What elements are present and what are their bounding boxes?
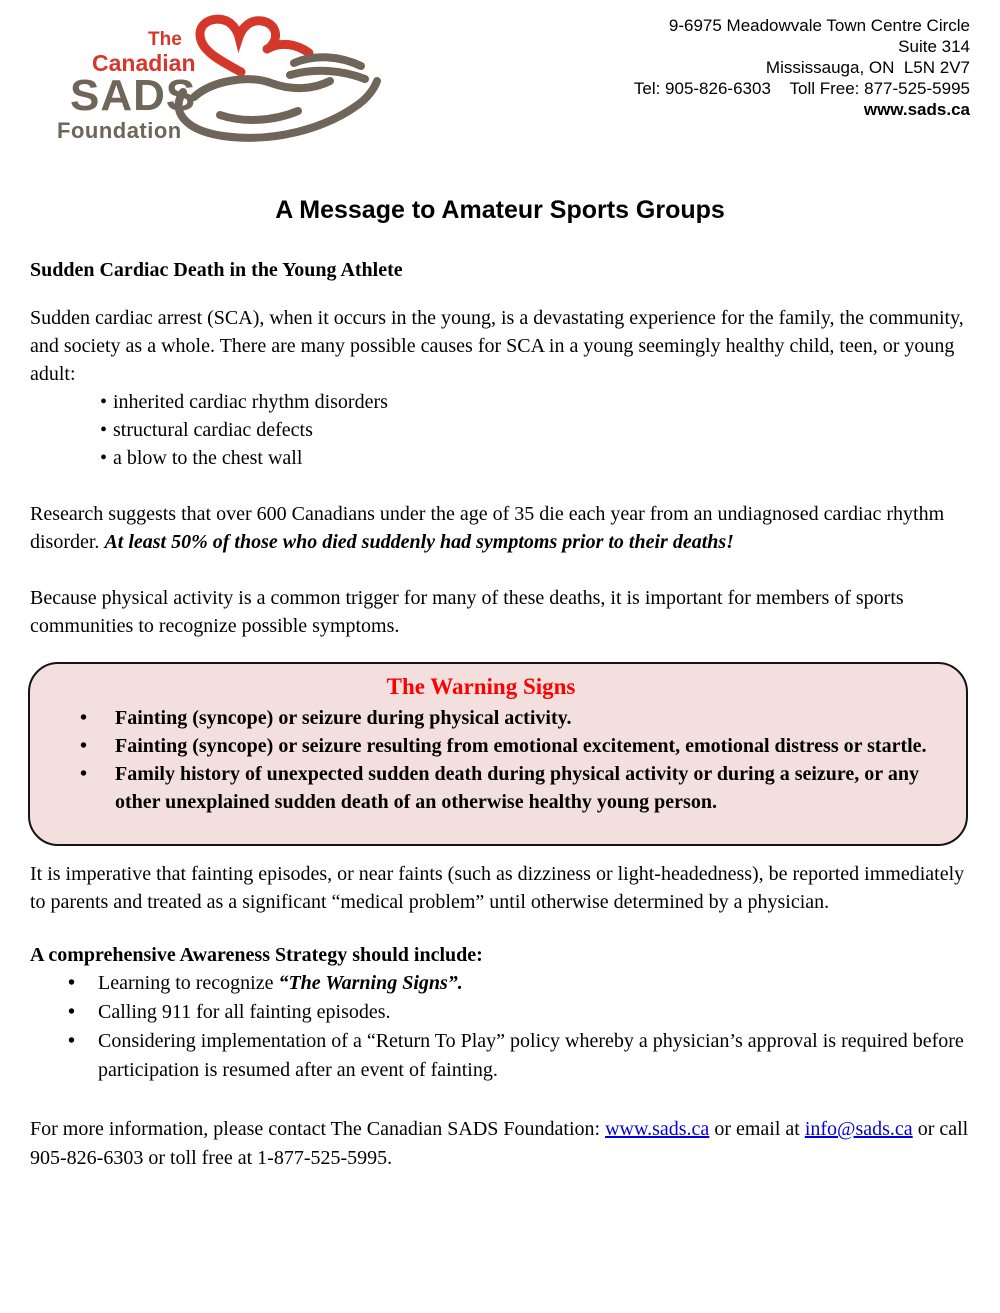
logo-text-canadian: Canadian (92, 50, 196, 76)
address-line: 9-6975 Meadowvale Town Centre Circle (668, 16, 970, 35)
paragraph-research (30, 500, 970, 556)
causes-list (30, 388, 970, 472)
sads-foundation-logo (30, 12, 390, 143)
strategy-item-text: Learning to recognize (98, 972, 279, 994)
list-item: • Family history of unexpected sudden death during physical activity or during a seizure, or any other unexplained sudden death of an otherwise healthy young person. (30, 760, 932, 816)
website-text: www.sads.ca (863, 100, 970, 119)
address-line: Mississauga, ON L5N 2V7 (765, 58, 970, 77)
contact-paragraph (30, 1115, 970, 1173)
contact-text: or call 905-826-6303 or toll free at 1-877-525-5995. (30, 1118, 969, 1169)
list-item: • Fainting (syncope) or seizure resulting from emotional excitement, emotional distress or startle. (30, 732, 932, 760)
section-heading-sudden-cardiac-death: Sudden Cardiac Death in the Young Athlete (30, 259, 403, 281)
logo-text-foundation: Foundation (57, 118, 182, 143)
heart-in-hand-icon (163, 12, 381, 144)
paragraph-sca-intro: Sudden cardiac arrest (SCA), when it occurs in the young, is a devastating experience for the family, the community, and society as a whole. There are many possible causes for SCA in a young seemingly healthy child, teen, or young adult: (30, 307, 964, 385)
address-line: Suite 314 (898, 37, 970, 56)
page-title: A Message to Amateur Sports Groups (275, 196, 725, 224)
warning-signs-title: The Warning Signs (386, 674, 576, 699)
paragraph-imperative: It is imperative that fainting episodes, or near faints (such as dizziness or light-headedness), be reported immediately to parents and treated as a significant “medical problem” until otherwise determined by a physician. (30, 863, 965, 913)
strategy-item-emphasis: “The Warning Signs”. (278, 972, 463, 994)
list-item: • structural cardiac defects (30, 416, 970, 444)
letterhead (30, 0, 970, 143)
list-item: • inherited cardiac rhythm disorders (30, 388, 970, 416)
paragraph-research-emphasis: At least 50% of those who died suddenly had symptoms prior to their deaths! (104, 531, 734, 553)
email-link[interactable]: info@sads.ca (804, 1118, 913, 1140)
warning-signs-box (28, 662, 968, 846)
logo-text-sads: SADS (70, 71, 197, 120)
paragraph-research-normal: Research suggests that over 600 Canadians under the age of 35 die each year from an undiagnosed cardiac rhythm disorder. (30, 503, 945, 553)
address-line: Tel: 905-826-6303 Toll Free: 877-525-5995 (633, 79, 970, 98)
strategy-list (30, 969, 970, 1085)
list-item: • Fainting (syncope) or seizure during physical activity. (30, 704, 932, 732)
strategy-item-text: Considering implementation of a “Return To Play” policy whereby a physician’s approval is required before participation is resumed after an event of fainting. (98, 1030, 964, 1081)
list-item (30, 998, 970, 1027)
warning-signs-list (30, 704, 932, 816)
list-item (30, 1027, 970, 1085)
list-item: • a blow to the chest wall (30, 444, 970, 472)
contact-text: For more information, please contact The Canadian SADS Foundation: (30, 1118, 606, 1140)
strategy-item-text: Calling 911 for all fainting episodes. (98, 1001, 391, 1023)
logo-text-the: The (148, 29, 182, 50)
list-item (30, 969, 970, 998)
contact-text: or email at (709, 1118, 805, 1140)
paragraph-physical-activity: Because physical activity is a common trigger for many of these deaths, it is important for members of sports communities to recognize possible symptoms. (30, 587, 904, 637)
strategy-heading: A comprehensive Awareness Strategy should include: (30, 944, 483, 966)
address-block (634, 12, 970, 120)
website-link[interactable]: www.sads.ca (605, 1118, 710, 1140)
